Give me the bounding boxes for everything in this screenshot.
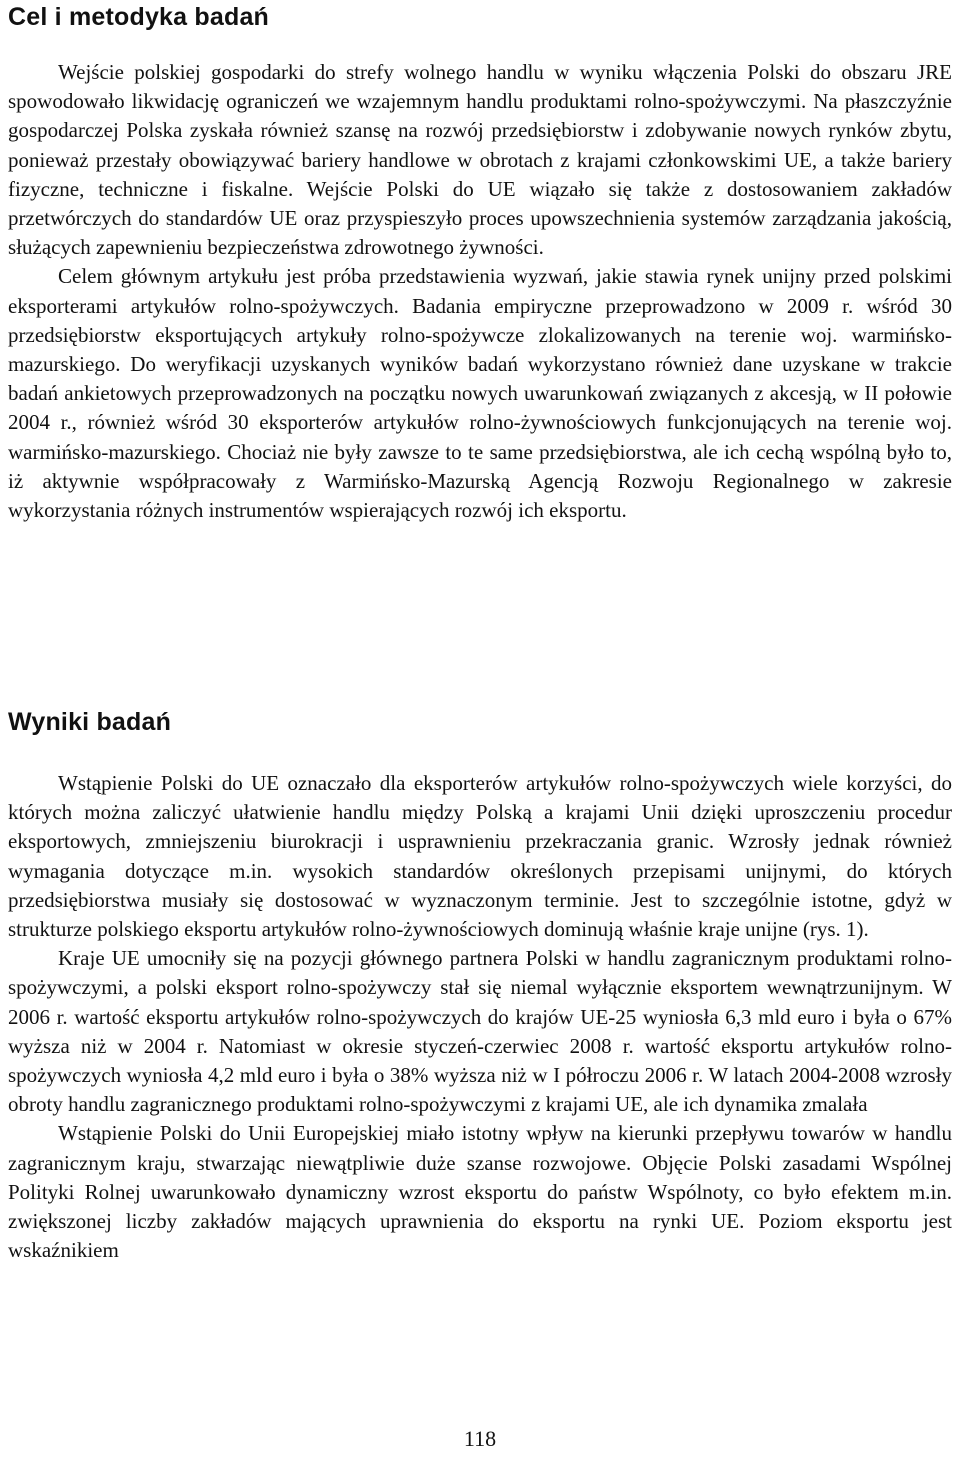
paragraph: Wstąpienie Polski do UE oznaczało dla eksporterów artykułów rolno-spożywczych wiele korzyści, do których można zaliczyć ułatwienie handlu między Polską a krajami Unii dzięki uproszczeniu procedur eksportowych, zmniejszeniu biurokracji i usprawnieniu przekraczania granic. Wzrosły jednak również wymagania dotyczące m.in. wysokich standardów określonych przepisami unijnymi, do których przedsiębiorstwa musiały się dostosować w wyznaczonym terminie. Jest to szczególnie istotne, gdyż w strukturze polskiego eksportu artykułów rolno-żywnościowych dominują właśnie kraje unijne (rys. 1).	[8, 771, 952, 942]
paragraph: Kraje UE umocniły się na pozycji głównego partnera Polski w handlu zagranicznym produktami rolno-spożywczymi, a polski eksport rolno-spożywczy stał się niemal wyłącznie eksportem wewnątrzunijnym. W 2006 r. wartość eksportu artykułów rolno-spożywczych do krajów UE-25 wyniosła 6,3 mld euro i była o 67% wyższa niż w 2004 r. Natomiast w okresie styczeń-czerwiec 2008 r. wartość eksportu artykułów rolno-spożywczych wyniosła 4,2 mld euro i była o 38% wyższa niż w I półroczu 2006 r. W latach 2004-2008 wzrosły obroty handlu zagranicznego produktami rolno-spożywczymi z krajami UE, ale ich dynamika zmalała	[8, 946, 952, 1117]
paragraph: Wstąpienie Polski do Unii Europejskiej miało istotny wpływ na kierunki przepływu towarów w handlu zagranicznym kraju, stwarzając niewątpliwie duże szanse rozwojowe. Objęcie Polski zasadami Wspólnej Polityki Rolnej uwarunkowało dynamiczny wzrost eksportu do państw Wspólnoty, co było efektem m.in. zwiększonej liczby zakładów mających uprawnienia do eksportu na rynki UE. Poziom eksportu jest wskaźnikiem	[8, 1121, 952, 1263]
section-body-methodology	[8, 58, 952, 525]
section-title-results: Wyniki badań	[8, 708, 172, 736]
document-page	[8, 0, 952, 1460]
paragraph: Wejście polskiej gospodarki do strefy wolnego handlu w wyniku włączenia Polski do obszaru JRE spowodowało likwidację ograniczeń we wzajemnym handlu produktami rolno-spożywczymi. Na płaszczyźnie gospodarczej Polska zyskała również szansę na rozwój przedsiębiorstw i zdobywanie nowych rynków zbytu, ponieważ przestały obowiązywać bariery handlowe w obrotach z krajami członkowskimi UE, a także bariery fizyczne, techniczne i fiskalne. Wejście Polski do UE wiązało się także z dostosowaniem zakładów przetwórczych do standardów UE oraz przyspieszyło proces upowszechnienia systemów zarządzania jakością, służących zapewnieniu bezpieczeństwa zdrowotnego żywności.	[8, 60, 952, 260]
section-body-results	[8, 769, 952, 1265]
page-number: 118	[463, 1426, 497, 1451]
section-title-methodology: Cel i metodyka badań	[8, 3, 270, 31]
paragraph: Celem głównym artykułu jest próba przedstawienia wyzwań, jakie stawia rynek unijny przed polskimi eksporterami artykułów rolno-spożywczych. Badania empiryczne przeprowadzono w 2009 r. wśród 30 przedsiębiorstw eksportujących artykuły rolno-spożywcze zlokalizowanych na terenie woj. warmińsko-mazurskiego. Do weryfikacji uzyskanych wyników badań wykorzystano również dane uzyskane w trakcie badań ankietowych przeprowadzonych na początku nowych uwarunkowań związanych z akcesją, w II połowie 2004 r., również wśród 30 eksporterów artykułów rolno-żywnościowych funkcjonujących na terenie woj. warmińsko-mazurskiego. Chociaż nie były zawsze to te same przedsiębiorstwa, ale ich cechą wspólną było to, iż aktywnie współpracowały z Warmińsko-Mazurską Agencją Rozwoju Regionalnego w zakresie wykorzystania różnych instrumentów wspierających rozwój ich eksportu.	[8, 264, 952, 523]
